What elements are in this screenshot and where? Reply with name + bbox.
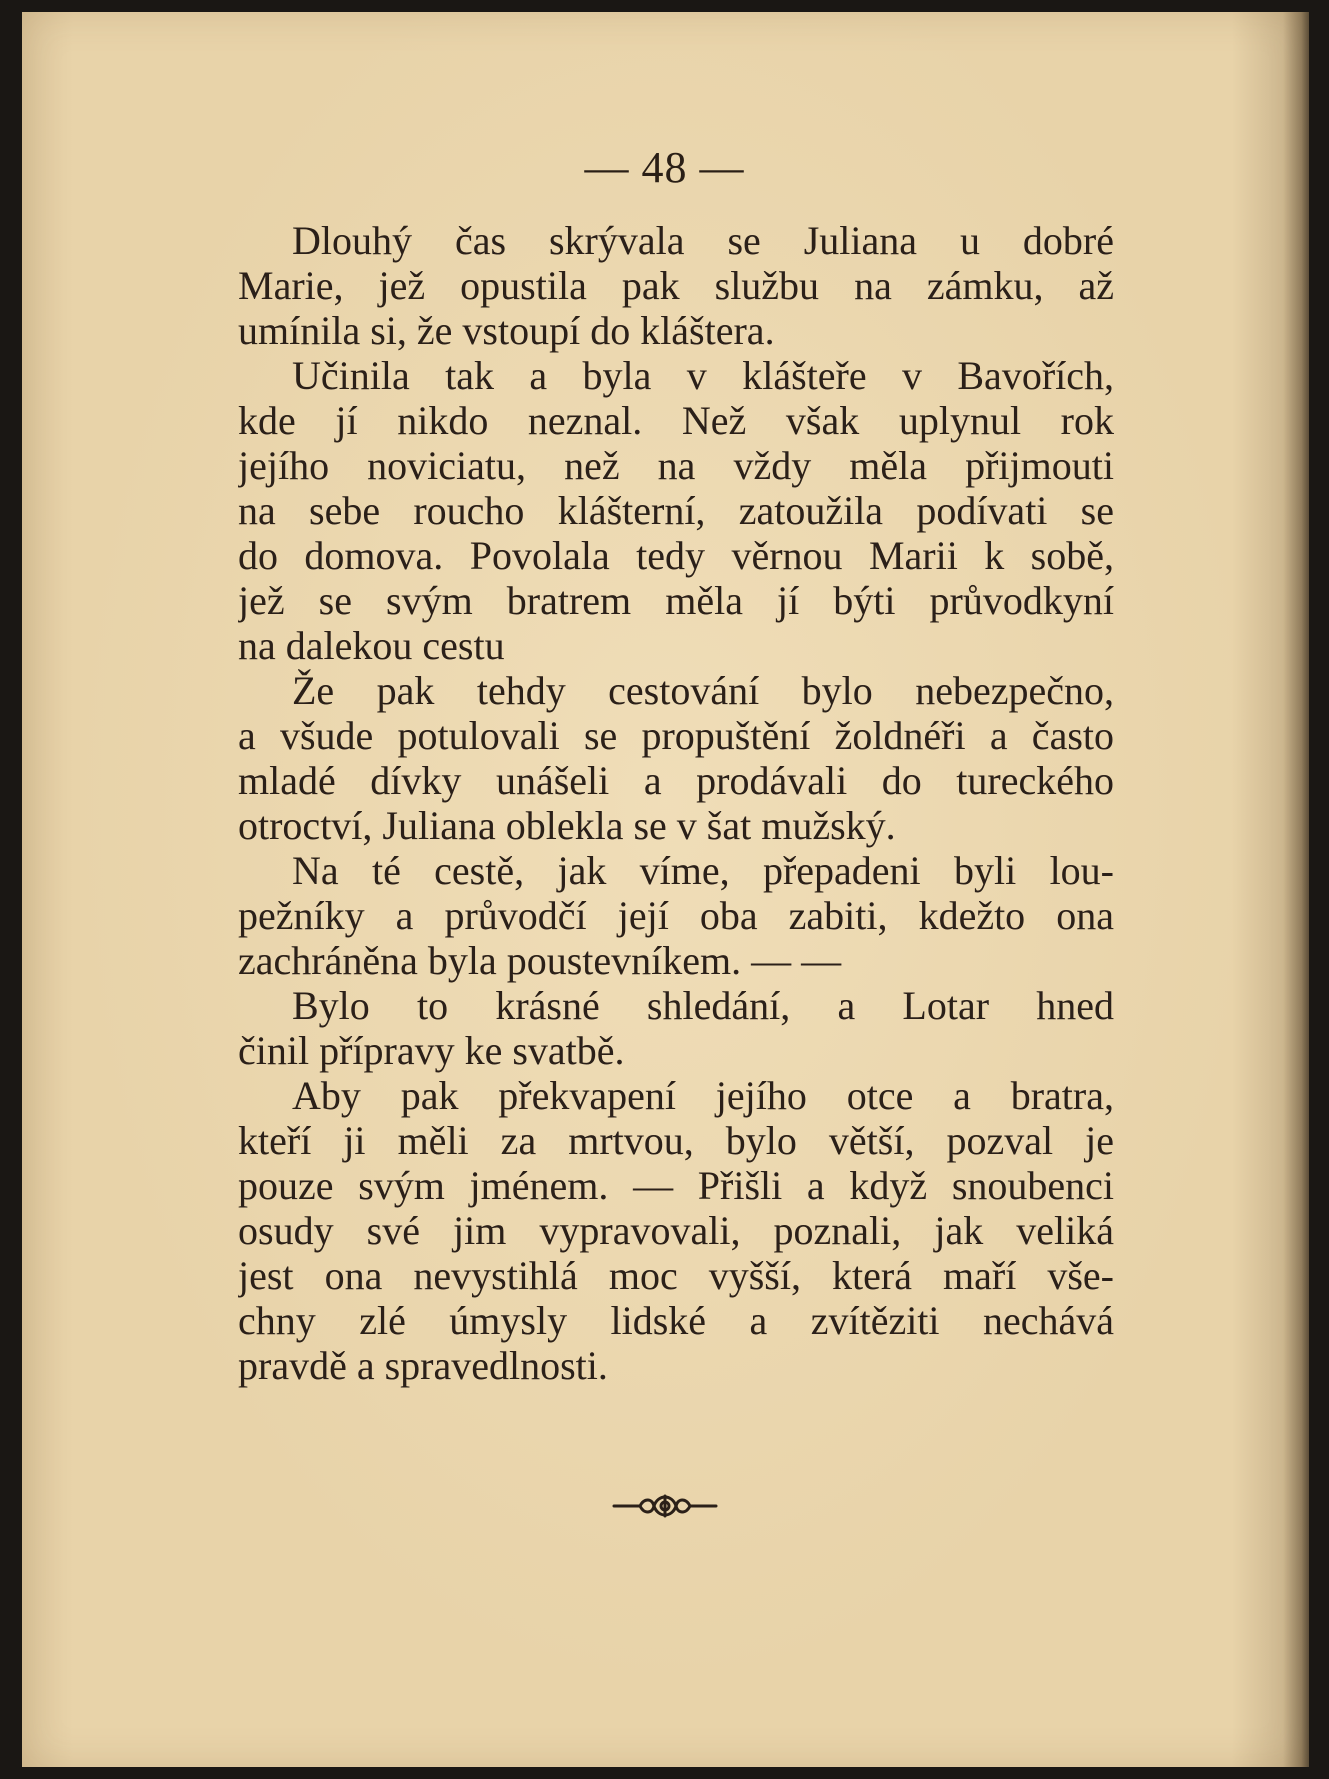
- text-line: osudy své jim vypravovali, poznali, jak veliká: [238, 1208, 1114, 1253]
- text-line: mladé dívky unášeli a prodávali do tureckého: [238, 758, 1114, 803]
- text-line: Učinila tak a byla v klášteře v Bavořích,: [292, 353, 1114, 398]
- text-line: Na té cestě, jak víme, přepadeni byli lou-: [292, 848, 1114, 893]
- text-line: jest ona nevystihlá moc vyšší, která maří vše-: [238, 1253, 1114, 1298]
- text-line: Dlouhý čas skrývala se Juliana u dobré: [292, 218, 1114, 263]
- page-number: — 48 —: [584, 143, 745, 192]
- text-line: Bylo to krásné shledání, a Lotar hned: [292, 983, 1114, 1028]
- text-line: Marie, jež opustila pak službu na zámku, až: [238, 263, 1114, 308]
- text-line: na sebe roucho klášterní, zatoužila podívati se: [238, 488, 1114, 533]
- body-text: [238, 218, 1114, 1388]
- text-line: jejího noviciatu, než na vždy měla přijmouti: [238, 443, 1114, 488]
- text-line: chny zlé úmysly lidské a zvítěziti nechává: [238, 1298, 1114, 1343]
- text-line: pouze svým jménem. — Přišli a když snoubenci: [238, 1163, 1114, 1208]
- text-line: jež se svým bratrem měla jí býti průvodkyní: [238, 578, 1114, 623]
- text-line: umínila si, že vstoupí do kláštera.: [238, 308, 775, 353]
- text-line: činil přípravy ke svatbě.: [238, 1028, 625, 1073]
- text-line: a všude potulovali se propuštění žoldnéři a často: [238, 713, 1114, 758]
- text-line: Aby pak překvapení jejího otce a bratra,: [292, 1073, 1114, 1118]
- fleuron-ornament-icon: [0, 1488, 1329, 1528]
- text-line: Že pak tehdy cestování bylo nebezpečno,: [292, 668, 1114, 713]
- text-line: otroctví, Juliana oblekla se v šat mužský.: [238, 803, 896, 848]
- text-line: pravdě a spravedlnosti.: [238, 1343, 608, 1388]
- text-line: na dalekou cestu: [238, 623, 505, 668]
- text-line: kteří ji měli za mrtvou, bylo větší, pozval je: [238, 1118, 1114, 1163]
- text-line: do domova. Povolala tedy věrnou Marii k sobě,: [238, 533, 1114, 578]
- text-line: kde jí nikdo neznal. Než však uplynul rok: [238, 398, 1114, 443]
- text-line: zachráněna byla poustevníkem. — —: [238, 938, 842, 983]
- text-line: pežníky a průvodčí její oba zabiti, kdežto ona: [238, 893, 1114, 938]
